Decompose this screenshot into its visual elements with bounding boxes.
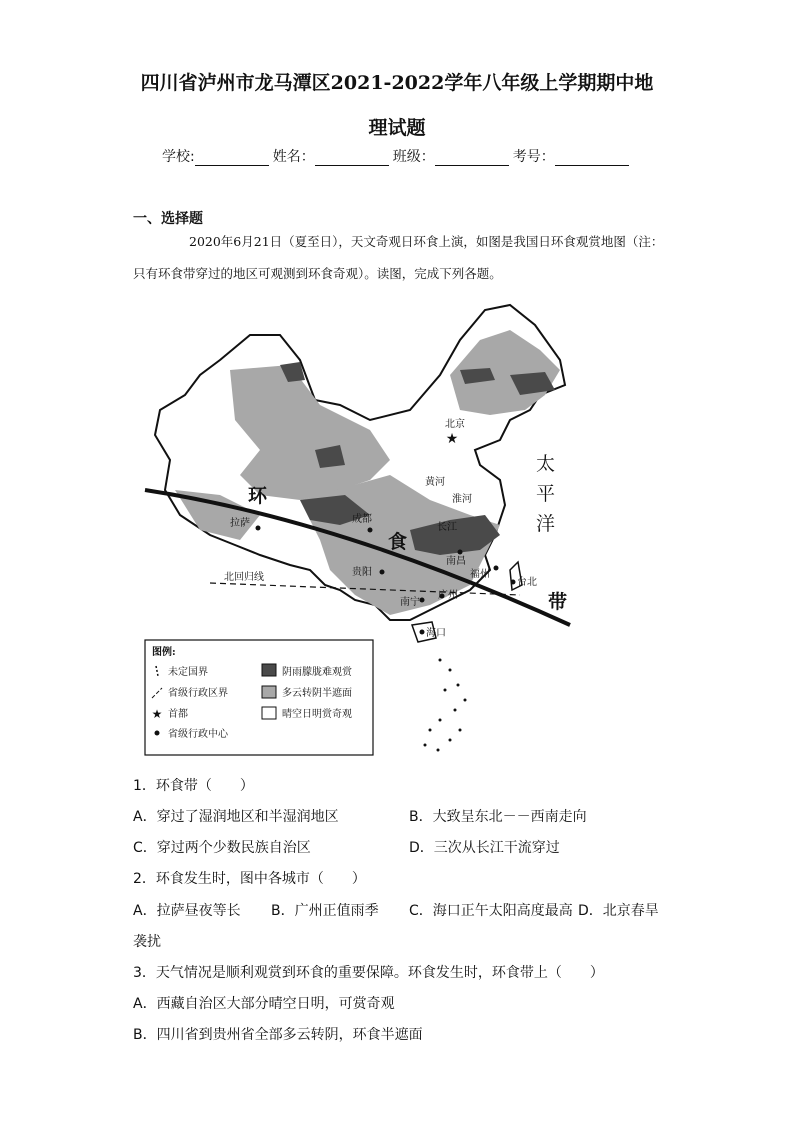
south-china-sea-islands <box>424 659 467 752</box>
class-blank <box>435 151 509 166</box>
river-label-changjiang: 长江 <box>437 522 457 533</box>
belt-char-3: 带 <box>548 591 568 613</box>
q1-option-d[interactable]: D．三次从长江干流穿过 <box>409 840 560 856</box>
map-legend <box>145 640 373 755</box>
legend-item-provincial-center: 省级行政中心 <box>168 729 228 740</box>
q3-option-b[interactable]: B．四川省到贵州省全部多云转阴，环食半遮面 <box>133 1027 423 1043</box>
city-label-nanchang: 南昌 <box>446 556 466 567</box>
section-heading: 一、选择题 <box>133 211 203 227</box>
city-label-chengdu: 成都 <box>352 514 372 525</box>
ocean-char-3: 洋 <box>536 513 556 535</box>
q2-option-b[interactable]: B．广州正值雨季 <box>271 903 379 919</box>
q1-option-c[interactable]: C．穿过两个少数民族自治区 <box>133 840 311 856</box>
exam-no-blank <box>555 151 629 166</box>
city-label-lasa: 拉萨 <box>230 518 250 529</box>
city-label-haikou: 海口 <box>426 628 446 639</box>
student-info-row <box>162 146 633 166</box>
legend-item-provincial-border: 省级行政区界 <box>168 688 228 699</box>
legend-title: 图例: <box>152 647 176 658</box>
exam-title-line2: 理试题 <box>368 117 426 139</box>
legend-item-capital: 首都 <box>168 709 188 720</box>
city-label-guiyang: 贵阳 <box>352 567 372 578</box>
school-blank <box>195 151 269 166</box>
ocean-char-2: 平 <box>536 483 556 505</box>
question-1-stem: 1．环食带（ ） <box>133 778 254 794</box>
q2-option-d[interactable]: D．北京春旱 <box>578 903 659 919</box>
ocean-char-1: 太 <box>536 453 556 475</box>
legend-capital-star-icon: ★ <box>151 707 163 721</box>
q1-option-a[interactable]: A．穿过了湿润地区和半湿润地区 <box>133 809 339 825</box>
legend-item-undefined-border: 未定国界 <box>168 667 208 678</box>
solar-eclipse-viewing-map <box>140 300 580 765</box>
name-label: 姓名： <box>272 149 315 165</box>
legend-item-rainy: 阴雨朦胧难观赏 <box>282 667 352 678</box>
q2-option-c[interactable]: C．海口正午太阳高度最高 <box>409 903 573 919</box>
city-label-guangzhou: 广州 <box>438 590 458 601</box>
capital-star-beijing: ★ <box>445 431 459 447</box>
school-label: 学校: <box>162 149 195 165</box>
class-label: 班级： <box>392 149 435 165</box>
q2-option-a[interactable]: A．拉萨昼夜等长 <box>133 903 241 919</box>
exam-no-label: 考号： <box>512 149 555 165</box>
city-label-taibei: 台北 <box>517 577 537 588</box>
river-label-huaihe: 淮河 <box>452 494 472 505</box>
question-intro: 2020年6月21日（夏至日），天文奇观日环食上演，如图是我国日环食观赏地图（注：只有环食带穿过的地区可观测到环食奇观）。读图，完成下列各题。 <box>133 234 664 281</box>
city-label-nanning: 南宁 <box>400 597 420 608</box>
question-2-stem: 2．环食发生时，图中各城市（ ） <box>133 871 366 887</box>
belt-char-2: 食 <box>388 531 408 553</box>
q3-option-a[interactable]: A．西藏自治区大部分晴空日明，可赏奇观 <box>133 996 395 1012</box>
legend-item-cloudy: 多云转阴半遮面 <box>282 688 352 699</box>
q2-option-d-wrap: 袭扰 <box>133 934 161 950</box>
city-label-beijing: 北京 <box>445 419 465 430</box>
exam-title-line1: 四川省泸州市龙马潭区2021-2022学年八年级上学期期中地 <box>140 72 654 94</box>
tropic-label: 北回归线 <box>224 572 264 583</box>
river-label-huanghe: 黄河 <box>425 477 445 488</box>
belt-char-1: 环 <box>248 485 268 507</box>
legend-item-clear: 晴空日明赏奇观 <box>282 709 352 720</box>
city-label-fuzhou: 福州 <box>470 569 490 580</box>
question-3-stem: 3．天气情况是顺利观赏到环食的重要保障。环食发生时，环食带上（ ） <box>133 965 604 981</box>
name-blank <box>315 151 389 166</box>
q1-option-b[interactable]: B．大致呈东北－－西南走向 <box>409 809 587 825</box>
